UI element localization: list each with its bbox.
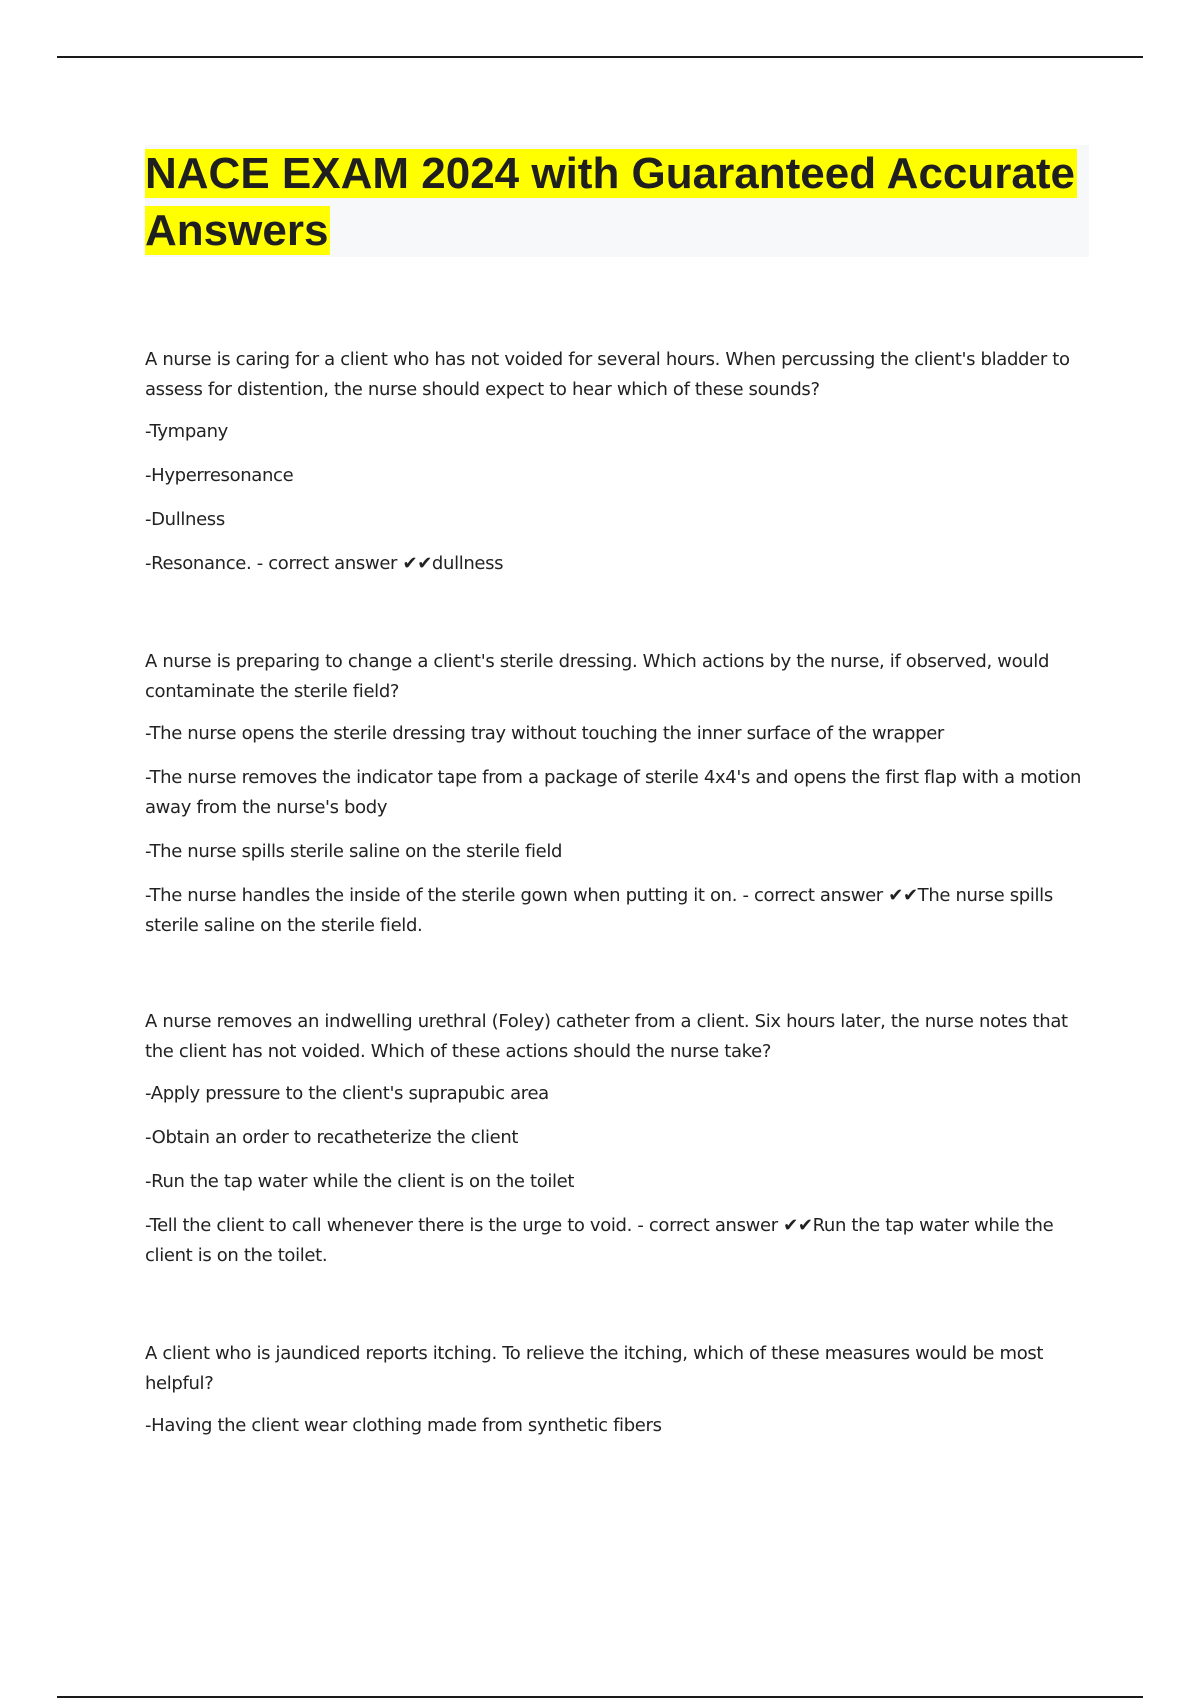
question-text: A nurse is caring for a client who has not voided for several hours. When percussing the client's bladder to assess for distention, the nurse should expect to hear which of these sounds?	[145, 349, 1070, 400]
answer-option: -The nurse removes the indicator tape from a package of sterile 4x4's and opens the first flap with a motion away from the nurse's body	[145, 767, 1082, 818]
title-block	[145, 145, 1089, 257]
question-block	[145, 345, 1090, 647]
question-text: A client who is jaundiced reports itching. To relieve the itching, which of these measures would be most helpful?	[145, 1343, 1044, 1394]
answer-option: -Dullness	[145, 509, 225, 530]
answer-option: -The nurse spills sterile saline on the sterile field	[145, 841, 563, 862]
answer-option-with-correct-answer: -Resonance. - correct answer ✔✔dullness	[145, 553, 504, 574]
question-block	[145, 1007, 1090, 1339]
answer-option: -The nurse opens the sterile dressing tray without touching the inner surface of the wrapper	[145, 723, 944, 744]
question-block	[145, 1339, 1090, 1441]
answer-option: -Having the client wear clothing made from synthetic fibers	[145, 1415, 662, 1436]
answer-option: -Obtain an order to recatheterize the client	[145, 1127, 519, 1148]
question-block	[145, 647, 1090, 1007]
title-highlight: NACE EXAM 2024 with Guaranteed Accurate Answers	[145, 149, 1075, 255]
answer-option-with-correct-answer: -The nurse handles the inside of the sterile gown when putting it on. - correct answer ✔✔The nurse spills sterile saline on the sterile field.	[145, 885, 1053, 936]
header-rule	[57, 56, 1143, 58]
answer-option: -Hyperresonance	[145, 465, 294, 486]
document-title	[145, 145, 1089, 259]
answer-option: -Tympany	[145, 421, 228, 442]
answer-option: -Apply pressure to the client's suprapubic area	[145, 1083, 549, 1104]
document-body	[145, 345, 1090, 1455]
footer-rule	[57, 1696, 1143, 1698]
question-text: A nurse removes an indwelling urethral (Foley) catheter from a client. Six hours later, the nurse notes that the client has not voided. Which of these actions should the nurse take?	[145, 1011, 1068, 1062]
question-text: A nurse is preparing to change a client's sterile dressing. Which actions by the nurse, if observed, would contaminate the sterile field?	[145, 651, 1050, 702]
answer-option: -Run the tap water while the client is on the toilet	[145, 1171, 575, 1192]
answer-option-with-correct-answer: -Tell the client to call whenever there is the urge to void. - correct answer ✔✔Run the tap water while the client is on the toilet.	[145, 1215, 1054, 1266]
